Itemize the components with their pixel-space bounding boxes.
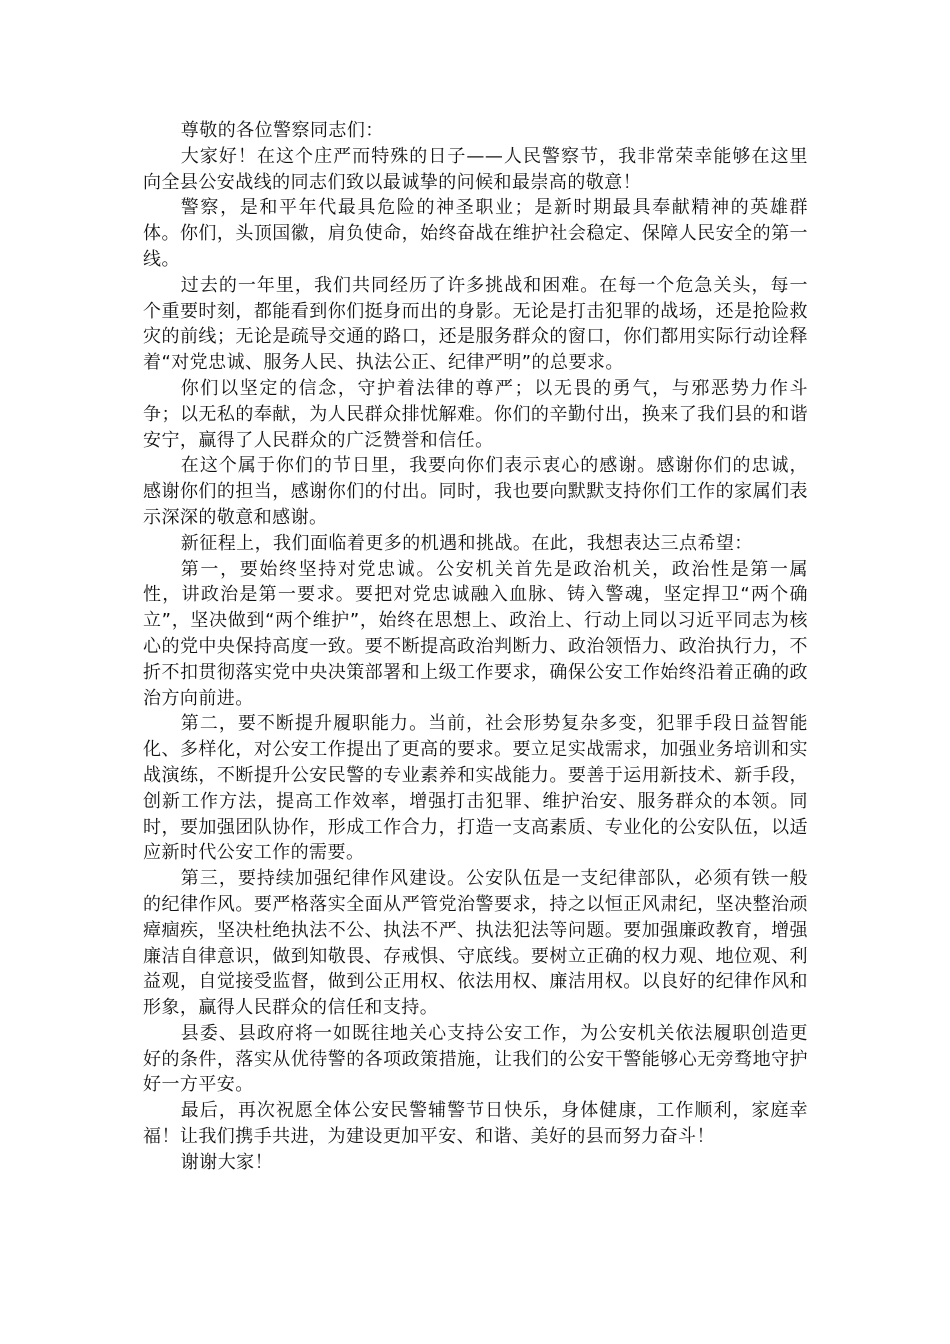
- paragraph-police-role: 警察，是和平年代最具危险的神圣职业；是新时期最具奉献精神的英雄群体。你们，头顶国徽，肩负使命，始终奋战在维护社会稳定、保障人民安全的第一线。: [143, 197, 808, 270]
- paragraph-hope-three: 第三，要持续加强纪律作风建设。公安队伍是一支纪律部队，必须有铁一般的纪律作风。要严格落实全面从严管党治警要求，持之以恒正风肃纪，坚决整治顽瘴痼疾，坚决杜绝执法不公、执法不严、执法犯法等问题。要加强廉政教育，增强廉洁自律意识，做到知敬畏、存戒惧、守底线。要树立正确的权力观、地位观、利益观，自觉接受监督，做到公正用权、依法用权、廉洁用权。以良好的纪律作风和形象，赢得人民群众的信任和支持。: [143, 868, 808, 1019]
- salutation: 尊敬的各位警察同志们：: [180, 120, 384, 141]
- paragraph-closing-wishes: 最后，再次祝愿全体公安民警辅警节日快乐，身体健康，工作顺利，家庭幸福！让我们携手共进，为建设更加平安、和谐、美好的县而努力奋斗！: [143, 1100, 808, 1148]
- paragraph-government-support: 县委、县政府将一如既往地关心支持公安工作，为公安机关依法履职创造更好的条件，落实从优待警的各项政策措施，让我们的公安干警能够心无旁骛地守护好一方平安。: [143, 1022, 808, 1096]
- paragraph-hope-one: 第一，要始终坚持对党忠诚。公安机关首先是政治机关，政治性是第一属性，讲政治是第一要求。要把对党忠诚融入血脉、铸入警魂，坚定捍卫“两个确立”，坚决做到“两个维护”，始终在思想上、政治上、行动上同以习近平同志为核心的党中央保持高度一致。要不断提高政治判断力、政治领悟力、政治执行力，不折不扣贯彻落实党中央决策部署和上级工作要求，确保公安工作始终沿着正确的政治方向前进。: [143, 558, 808, 709]
- paragraph-thanks: 在这个属于你们的节日里，我要向你们表示衷心的感谢。感谢你们的忠诚，感谢你们的担当，感谢你们的付出。同时，我也要向默默支持你们工作的家属们表示深深的敬意和感谢。: [143, 455, 808, 528]
- paragraph-thank-you: 谢谢大家！: [180, 1151, 274, 1173]
- speech-document: [143, 118, 808, 1176]
- paragraph-past-year: 过去的一年里，我们共同经历了许多挑战和困难。在每一个危急关头，每一个重要时刻，都能看到你们挺身而出的身影。无论是打击犯罪的战场，还是抢险救灾的前线；无论是疏导交通的路口，还是服务群众的窗口，你们都用实际行动诠释着“对党忠诚、服务人民、执法公正、纪律严明”的总要求。: [143, 274, 808, 374]
- paragraph-hope-two: 第二，要不断提升履职能力。当前，社会形势复杂多变，犯罪手段日益智能化、多样化，对公安工作提出了更高的要求。要立足实战需求，加强业务培训和实战演练，不断提升公安民警的专业素养和实战能力。要善于运用新技术、新手段，创新工作方法，提高工作效率，增强打击犯罪、维护治安、服务群众的本领。同时，要加强团队协作，形成工作合力，打造一支高素质、专业化的公安队伍，以适应新时代公安工作的需要。: [143, 713, 808, 864]
- paragraph-three-hopes-intro: 新征程上，我们面临着更多的机遇和挑战。在此，我想表达三点希望：: [180, 532, 753, 554]
- paragraph-greeting: 大家好！在这个庄严而特殊的日子——人民警察节，我非常荣幸能够在这里向全县公安战线的同志们致以最诚挚的问候和最崇高的敬意！: [143, 145, 808, 193]
- paragraph-dedication: 你们以坚定的信念，守护着法律的尊严；以无畏的勇气，与邪恶势力作斗争；以无私的奉献，为人民群众排忧解难。你们的辛勤付出，换来了我们县的和谐安宁，赢得了人民群众的广泛赞誉和信任。: [143, 377, 808, 451]
